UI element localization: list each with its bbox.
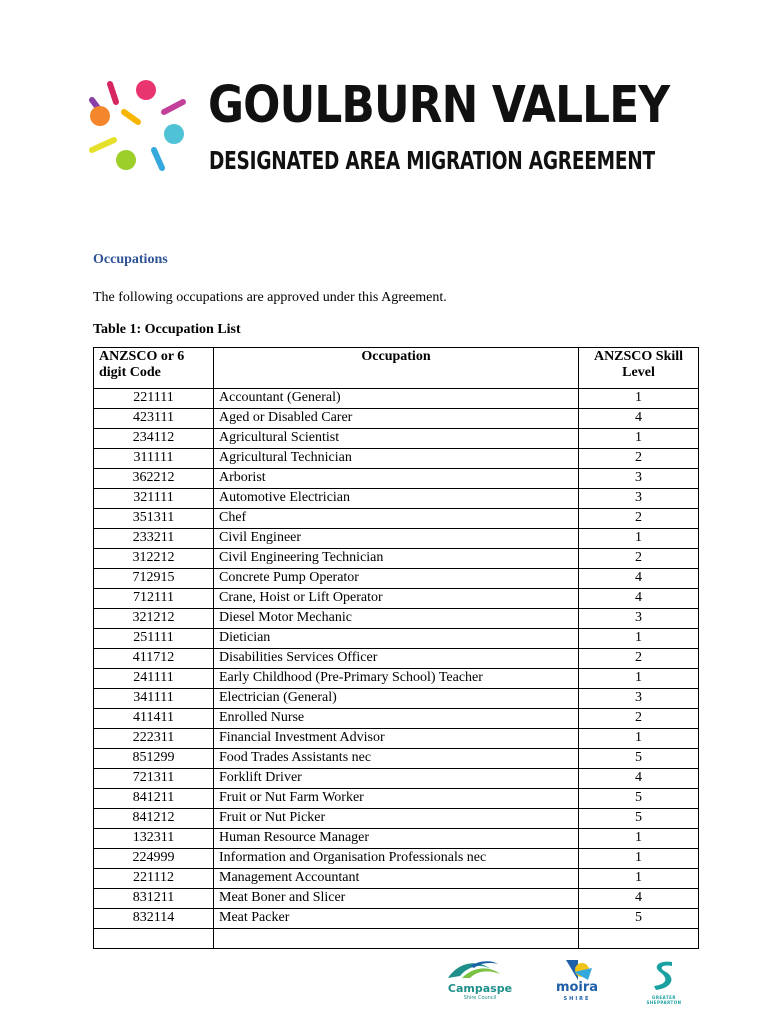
table-body [94,389,699,949]
table-row [94,809,699,829]
table-row [94,489,699,509]
campaspe-wave-icon [440,958,520,982]
table-row [94,729,699,749]
cell-code: 221111 [94,389,214,409]
cell-skill-level: 1 [579,429,699,449]
cell-code: 321111 [94,489,214,509]
cell-code: 312212 [94,549,214,569]
cell-skill-level: 3 [579,689,699,709]
cell-occupation: Automotive Electrician [214,489,579,509]
intro-paragraph: The following occupations are approved under this Agreement. [93,290,447,305]
table-row [94,909,699,929]
shepparton-s-icon [638,958,690,992]
cell-occupation: Fruit or Nut Farm Worker [214,789,579,809]
table-row [94,769,699,789]
cell-code: 832114 [94,909,214,929]
cell-occupation: Meat Boner and Slicer [214,889,579,909]
cell-occupation: Early Childhood (Pre-Primary School) Teacher [214,669,579,689]
cell-code: 222311 [94,729,214,749]
table-row [94,849,699,869]
occupation-table [93,347,699,949]
cell-skill-level: 1 [579,669,699,689]
cell-code: 234112 [94,429,214,449]
shepparton-name: GREATER SHEPPARTON [646,995,682,1005]
cell-code: 221112 [94,869,214,889]
cell-occupation: Crane, Hoist or Lift Operator [214,589,579,609]
table-row [94,669,699,689]
greater-shepparton-logo [638,958,690,1005]
document-title: GOULBURN VALLEY [208,76,670,135]
table-row [94,749,699,769]
cell-code: 241111 [94,669,214,689]
cell-occupation: Accountant (General) [214,389,579,409]
cell-occupation: Information and Organisation Professionals nec [214,849,579,869]
cell-code: 831211 [94,889,214,909]
cell-skill-level: 3 [579,489,699,509]
cell-occupation: Food Trades Assistants nec [214,749,579,769]
table-row [94,889,699,909]
cell-skill-level: 4 [579,769,699,789]
cell-code: 341111 [94,689,214,709]
cell-skill-level: 5 [579,749,699,769]
table-row [94,529,699,549]
cell-occupation: Concrete Pump Operator [214,569,579,589]
cell-code: 132311 [94,829,214,849]
cell-skill-level: 5 [579,909,699,929]
cell-skill-level: 1 [579,729,699,749]
table-row [94,869,699,889]
cell-occupation [214,929,579,949]
cell-occupation: Fruit or Nut Picker [214,809,579,829]
cell-skill-level [579,929,699,949]
cell-skill-level: 2 [579,449,699,469]
cell-skill-level: 2 [579,709,699,729]
table-row [94,449,699,469]
moira-logo [552,958,602,1002]
cell-skill-level: 1 [579,629,699,649]
cell-code: 721311 [94,769,214,789]
cell-code: 224999 [94,849,214,869]
cell-skill-level: 1 [579,869,699,889]
cell-skill-level: 5 [579,789,699,809]
table-row [94,589,699,609]
cell-occupation: Human Resource Manager [214,829,579,849]
header-skill-level: ANZSCO Skill Level [579,348,699,389]
header-occupation: Occupation [214,348,579,389]
cell-code: 423111 [94,409,214,429]
cell-occupation: Financial Investment Advisor [214,729,579,749]
cell-occupation: Civil Engineer [214,529,579,549]
campaspe-logo [440,958,520,1001]
cell-occupation: Arborist [214,469,579,489]
cell-code: 233211 [94,529,214,549]
table-row [94,649,699,669]
moira-name: moira [555,980,599,995]
cell-code: 851299 [94,749,214,769]
moira-shape-icon [552,958,602,982]
table-row [94,929,699,949]
cell-skill-level: 1 [579,529,699,549]
cell-occupation: Disabilities Services Officer [214,649,579,669]
cell-occupation: Aged or Disabled Carer [214,409,579,429]
cell-occupation: Diesel Motor Mechanic [214,609,579,629]
header-code: ANZSCO or 6 digit Code [94,348,214,389]
table-row [94,429,699,449]
cell-occupation: Chef [214,509,579,529]
table-row [94,569,699,589]
table-row [94,829,699,849]
cell-code: 411712 [94,649,214,669]
cell-skill-level: 5 [579,809,699,829]
confetti-dots-logo-icon [86,78,196,178]
cell-occupation: Enrolled Nurse [214,709,579,729]
cell-code: 411411 [94,709,214,729]
cell-occupation: Dietician [214,629,579,649]
table-row [94,629,699,649]
table-row [94,409,699,429]
cell-occupation: Management Accountant [214,869,579,889]
cell-skill-level: 1 [579,849,699,869]
cell-skill-level: 3 [579,469,699,489]
table-caption: Table 1: Occupation List [93,322,241,337]
cell-code: 841211 [94,789,214,809]
cell-occupation: Electrician (General) [214,689,579,709]
cell-skill-level: 1 [579,389,699,409]
cell-code [94,929,214,949]
table-row [94,469,699,489]
cell-skill-level: 2 [579,549,699,569]
cell-skill-level: 4 [579,889,699,909]
cell-skill-level: 3 [579,609,699,629]
cell-skill-level: 4 [579,589,699,609]
table-row [94,549,699,569]
cell-skill-level: 2 [579,509,699,529]
campaspe-sub: Shire Council [463,995,497,1001]
table-row [94,709,699,729]
cell-occupation: Agricultural Technician [214,449,579,469]
table-row [94,509,699,529]
cell-code: 841212 [94,809,214,829]
cell-code: 311111 [94,449,214,469]
cell-code: 351311 [94,509,214,529]
cell-occupation: Agricultural Scientist [214,429,579,449]
cell-code: 712915 [94,569,214,589]
cell-code: 362212 [94,469,214,489]
cell-occupation: Forklift Driver [214,769,579,789]
document-subtitle: DESIGNATED AREA MIGRATION AGREEMENT [209,146,655,175]
cell-code: 321212 [94,609,214,629]
cell-skill-level: 4 [579,569,699,589]
moira-sub: SHIRE [563,996,591,1002]
footer-logos [440,958,690,1008]
cell-skill-level: 2 [579,649,699,669]
cell-occupation: Meat Packer [214,909,579,929]
table-row [94,389,699,409]
cell-skill-level: 4 [579,409,699,429]
campaspe-name: Campaspe [447,982,513,995]
cell-code: 251111 [94,629,214,649]
table-row [94,609,699,629]
table-row [94,689,699,709]
section-heading: Occupations [93,252,168,267]
cell-occupation: Civil Engineering Technician [214,549,579,569]
table-row [94,789,699,809]
cell-skill-level: 1 [579,829,699,849]
table-header-row [94,348,699,389]
cell-code: 712111 [94,589,214,609]
